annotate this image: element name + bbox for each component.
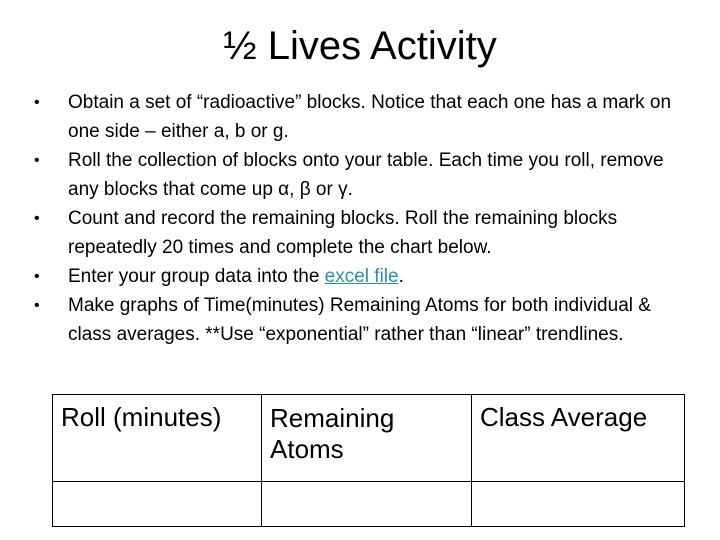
bullet-item xyxy=(34,291,694,349)
header-remaining-atoms: Remaining Atoms xyxy=(262,395,472,482)
bullet-text: Make graphs of Time(minutes) Remaining Atoms for both individual & class averages. **Use “exponential” rather than “linear” trendlines. xyxy=(68,295,651,345)
bullet-item xyxy=(34,262,694,291)
bullet-item xyxy=(34,204,694,262)
bullet-dot: • xyxy=(34,210,40,227)
bullet-text: . xyxy=(398,266,404,287)
bullet-item xyxy=(34,146,694,204)
excel-file-link[interactable]: excel file xyxy=(324,266,399,287)
table-cell xyxy=(53,482,262,527)
bullet-item xyxy=(34,88,694,146)
data-table xyxy=(52,394,685,527)
table-row xyxy=(53,482,685,527)
bullet-list xyxy=(34,88,694,349)
header-class-average: Class Average xyxy=(472,395,685,482)
bullet-dot: • xyxy=(34,94,40,111)
table-cell xyxy=(472,482,685,527)
table-cell xyxy=(262,482,472,527)
header-roll-minutes: Roll (minutes) xyxy=(53,395,262,482)
bullet-text: Roll the collection of blocks onto your table. Each time you roll, remove any blocks that come up α, β or γ. xyxy=(68,150,664,200)
table-header-row xyxy=(53,395,685,482)
page-title: ½ Lives Activity xyxy=(223,24,497,68)
bullet-dot: • xyxy=(34,152,40,169)
bullet-dot: • xyxy=(34,268,40,285)
bullet-text: Obtain a set of “radioactive” blocks. Notice that each one has a mark on one side – either a, b or g. xyxy=(68,92,672,142)
bullet-text: Count and record the remaining blocks. Roll the remaining blocks repeatedly 20 times and complete the chart below. xyxy=(68,208,618,258)
bullet-text: Enter your group data into the xyxy=(68,266,325,287)
bullet-dot: • xyxy=(34,297,40,314)
